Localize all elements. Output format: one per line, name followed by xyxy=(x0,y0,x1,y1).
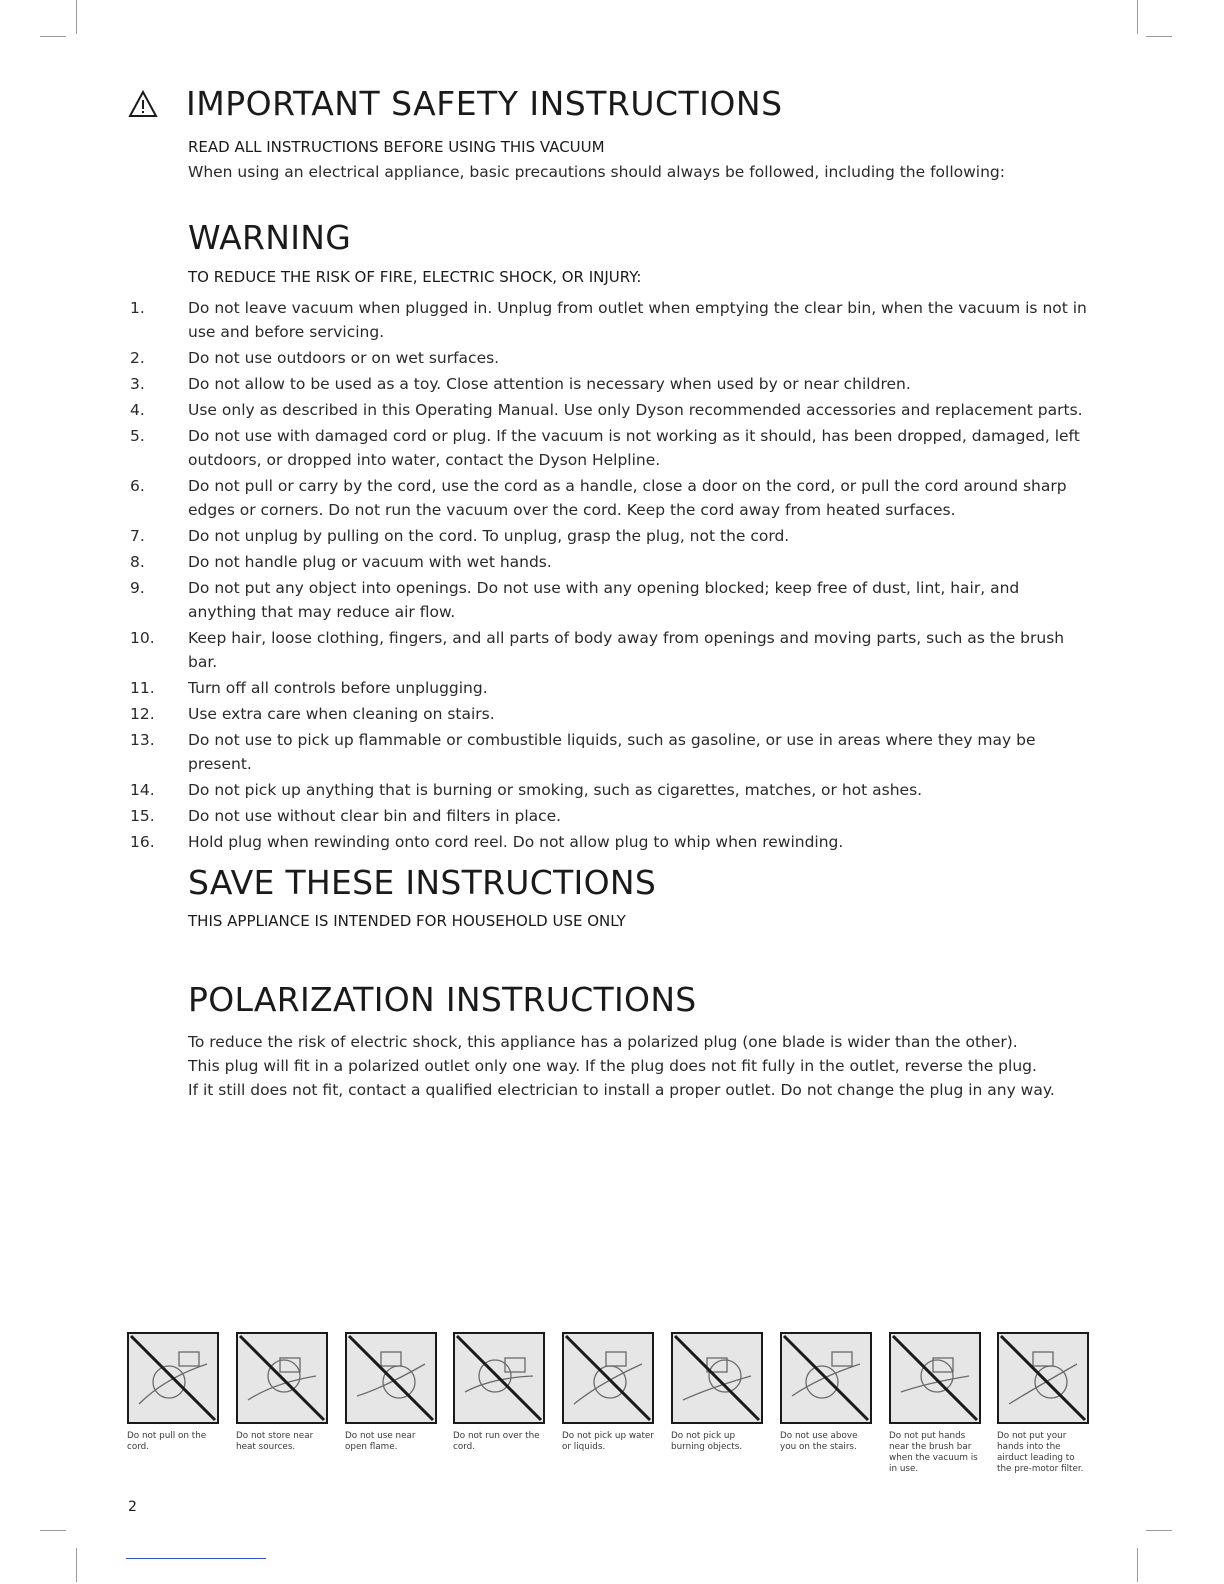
polarization-line: To reduce the risk of electric shock, this appliance has a polarized plug (one blade is wider than the other). xyxy=(188,1033,1018,1051)
water-pickup-prohibited-icon xyxy=(562,1332,654,1424)
page-title-text: IMPORTANT SAFETY INSTRUCTIONS xyxy=(186,84,783,123)
prohibition-icon-caption: Do not put hands near the brush bar when the vacuum is in use. xyxy=(889,1431,978,1474)
warning-item xyxy=(0,346,1088,370)
warning-item-text: Do not put any object into openings. Do not use with any opening blocked; keep free of dust, lint, hair, and anything that may reduce air flow. xyxy=(188,579,1020,621)
prohibition-icon-caption: Do not use above you on the stairs. xyxy=(780,1431,858,1452)
airduct-hands-prohibited-icon xyxy=(997,1332,1089,1424)
prohibition-icon-cell xyxy=(562,1332,654,1453)
warning-item xyxy=(0,524,1088,548)
warning-item xyxy=(0,702,1088,726)
prohibition-icon-cell xyxy=(345,1332,437,1453)
warning-item-text: Use only as described in this Operating Manual. Use only Dyson recommended accessories and replacement parts. xyxy=(188,401,1083,419)
crop-mark xyxy=(40,36,66,37)
prohibition-icon-caption: Do not pull on the cord. xyxy=(127,1431,207,1452)
crop-mark xyxy=(1137,1548,1138,1582)
warning-item-text: Do not use outdoors or on wet surfaces. xyxy=(188,349,500,367)
warning-item-text: Do not unplug by pulling on the cord. To unplug, grasp the plug, not the cord. xyxy=(188,527,790,545)
warning-item xyxy=(0,296,1088,344)
crop-mark xyxy=(1137,0,1138,34)
link-underline xyxy=(126,1558,266,1559)
warning-item xyxy=(0,676,1088,700)
prohibition-icon-cell xyxy=(780,1332,872,1453)
warning-item-text: Do not leave vacuum when plugged in. Unplug from outlet when emptying the clear bin, when the vacuum is not in use and before servicing. xyxy=(188,299,1087,341)
warning-item-number: 6. xyxy=(130,477,145,495)
warning-item xyxy=(0,778,1088,802)
crop-mark xyxy=(1146,36,1172,37)
warning-item-text: Keep hair, loose clothing, fingers, and all parts of body away from openings and moving parts, such as the brush bar. xyxy=(188,629,1065,671)
pull-cord-prohibited-icon xyxy=(127,1332,219,1424)
save-heading: SAVE THESE INSTRUCTIONS xyxy=(188,863,657,902)
prohibition-icon-cell xyxy=(997,1332,1089,1475)
warning-item-text: Do not use to pick up flammable or combustible liquids, such as gasoline, or use in areas where they may be present. xyxy=(188,731,1036,773)
prohibition-icon-cell xyxy=(889,1332,981,1475)
warning-item-number: 10. xyxy=(130,629,155,647)
open-flame-prohibited-icon xyxy=(345,1332,437,1424)
burning-objects-prohibited-icon xyxy=(671,1332,763,1424)
warning-item-text: Do not handle plug or vacuum with wet hands. xyxy=(188,553,552,571)
warning-item-number: 5. xyxy=(130,427,145,445)
warning-item-number: 8. xyxy=(130,553,145,571)
read-instructions-subtitle: READ ALL INSTRUCTIONS BEFORE USING THIS VACUUM xyxy=(188,138,605,156)
polarization-line: If it still does not fit, contact a qualified electrician to install a proper outlet. Do not change the plug in any way. xyxy=(188,1081,1055,1099)
warning-heading: WARNING xyxy=(188,218,352,257)
prohibition-icon-caption: Do not put your hands into the airduct leading to the pre-motor filter. xyxy=(997,1431,1084,1474)
warning-item xyxy=(0,804,1088,828)
warning-item xyxy=(0,398,1088,422)
brush-bar-hands-prohibited-icon xyxy=(889,1332,981,1424)
prohibition-icon-caption: Do not run over the cord. xyxy=(453,1431,540,1452)
warning-item-text: Use extra care when cleaning on stairs. xyxy=(188,705,495,723)
warning-item-number: 3. xyxy=(130,375,145,393)
warning-list xyxy=(0,296,1224,856)
warning-item xyxy=(0,550,1088,574)
page-title xyxy=(128,84,783,123)
prohibition-icon-caption: Do not use near open flame. xyxy=(345,1431,416,1452)
prohibition-icon-cell xyxy=(453,1332,545,1453)
warning-item-text: Hold plug when rewinding onto cord reel. Do not allow plug to whip when rewinding. xyxy=(188,833,844,851)
warning-item xyxy=(0,626,1088,674)
warning-item xyxy=(0,728,1088,776)
household-use-subtitle: THIS APPLIANCE IS INTENDED FOR HOUSEHOLD USE ONLY xyxy=(188,912,626,930)
warning-item-text: Do not pick up anything that is burning or smoking, such as cigarettes, matches, or hot ashes. xyxy=(188,781,923,799)
heat-source-prohibited-icon xyxy=(236,1332,328,1424)
crop-mark xyxy=(76,0,77,34)
warning-item-number: 7. xyxy=(130,527,145,545)
warning-item-number: 16. xyxy=(130,833,155,851)
run-over-cord-prohibited-icon xyxy=(453,1332,545,1424)
warning-item-text: Do not use with damaged cord or plug. If the vacuum is not working as it should, has been dropped, damaged, left outdoors, or dropped into water, contact the Dyson Helpline. xyxy=(188,427,1080,469)
polarization-text xyxy=(188,1030,1055,1102)
warning-item xyxy=(0,372,1088,396)
warning-triangle-icon xyxy=(128,90,158,118)
warning-item-number: 2. xyxy=(130,349,145,367)
prohibition-icon-cell xyxy=(236,1332,328,1453)
warning-item xyxy=(0,474,1088,522)
prohibition-icon-caption: Do not pick up burning objects. xyxy=(671,1431,743,1452)
crop-mark xyxy=(76,1548,77,1582)
warning-item-number: 15. xyxy=(130,807,155,825)
warning-item xyxy=(0,830,1088,854)
crop-mark xyxy=(1146,1530,1172,1531)
warning-item xyxy=(0,576,1088,624)
prohibition-icon-caption: Do not store near heat sources. xyxy=(236,1431,314,1452)
stairs-above-prohibited-icon xyxy=(780,1332,872,1424)
prohibition-icon-caption: Do not pick up water or liquids. xyxy=(562,1431,654,1452)
intro-text: When using an electrical appliance, basic precautions should always be followed, including the following: xyxy=(188,163,1005,181)
warning-item-number: 1. xyxy=(130,299,145,317)
warning-item-number: 13. xyxy=(130,731,155,749)
warning-item-number: 12. xyxy=(130,705,155,723)
warning-item-text: Do not allow to be used as a toy. Close attention is necessary when used by or near children. xyxy=(188,375,911,393)
polarization-heading: POLARIZATION INSTRUCTIONS xyxy=(188,980,697,1019)
prohibition-icon-cell xyxy=(671,1332,763,1453)
warning-item-text: Do not pull or carry by the cord, use the cord as a handle, close a door on the cord, or pull the cord around sharp edges or corners. Do not run the vacuum over the cord. Keep the cord away from heated surfaces. xyxy=(188,477,1067,519)
prohibition-icon-cell xyxy=(127,1332,219,1453)
warning-item-number: 14. xyxy=(130,781,155,799)
warning-item-number: 4. xyxy=(130,401,145,419)
warning-item-number: 9. xyxy=(130,579,145,597)
polarization-line: This plug will fit in a polarized outlet only one way. If the plug does not fit fully in the outlet, reverse the plug. xyxy=(188,1057,1037,1075)
warning-item-number: 11. xyxy=(130,679,155,697)
warning-item xyxy=(0,424,1088,472)
crop-mark xyxy=(40,1530,66,1531)
page-number: 2 xyxy=(128,1499,137,1515)
warning-subtitle: TO REDUCE THE RISK OF FIRE, ELECTRIC SHOCK, OR INJURY: xyxy=(188,268,642,286)
warning-item-text: Turn off all controls before unplugging. xyxy=(188,679,488,697)
warning-item-text: Do not use without clear bin and filters in place. xyxy=(188,807,562,825)
